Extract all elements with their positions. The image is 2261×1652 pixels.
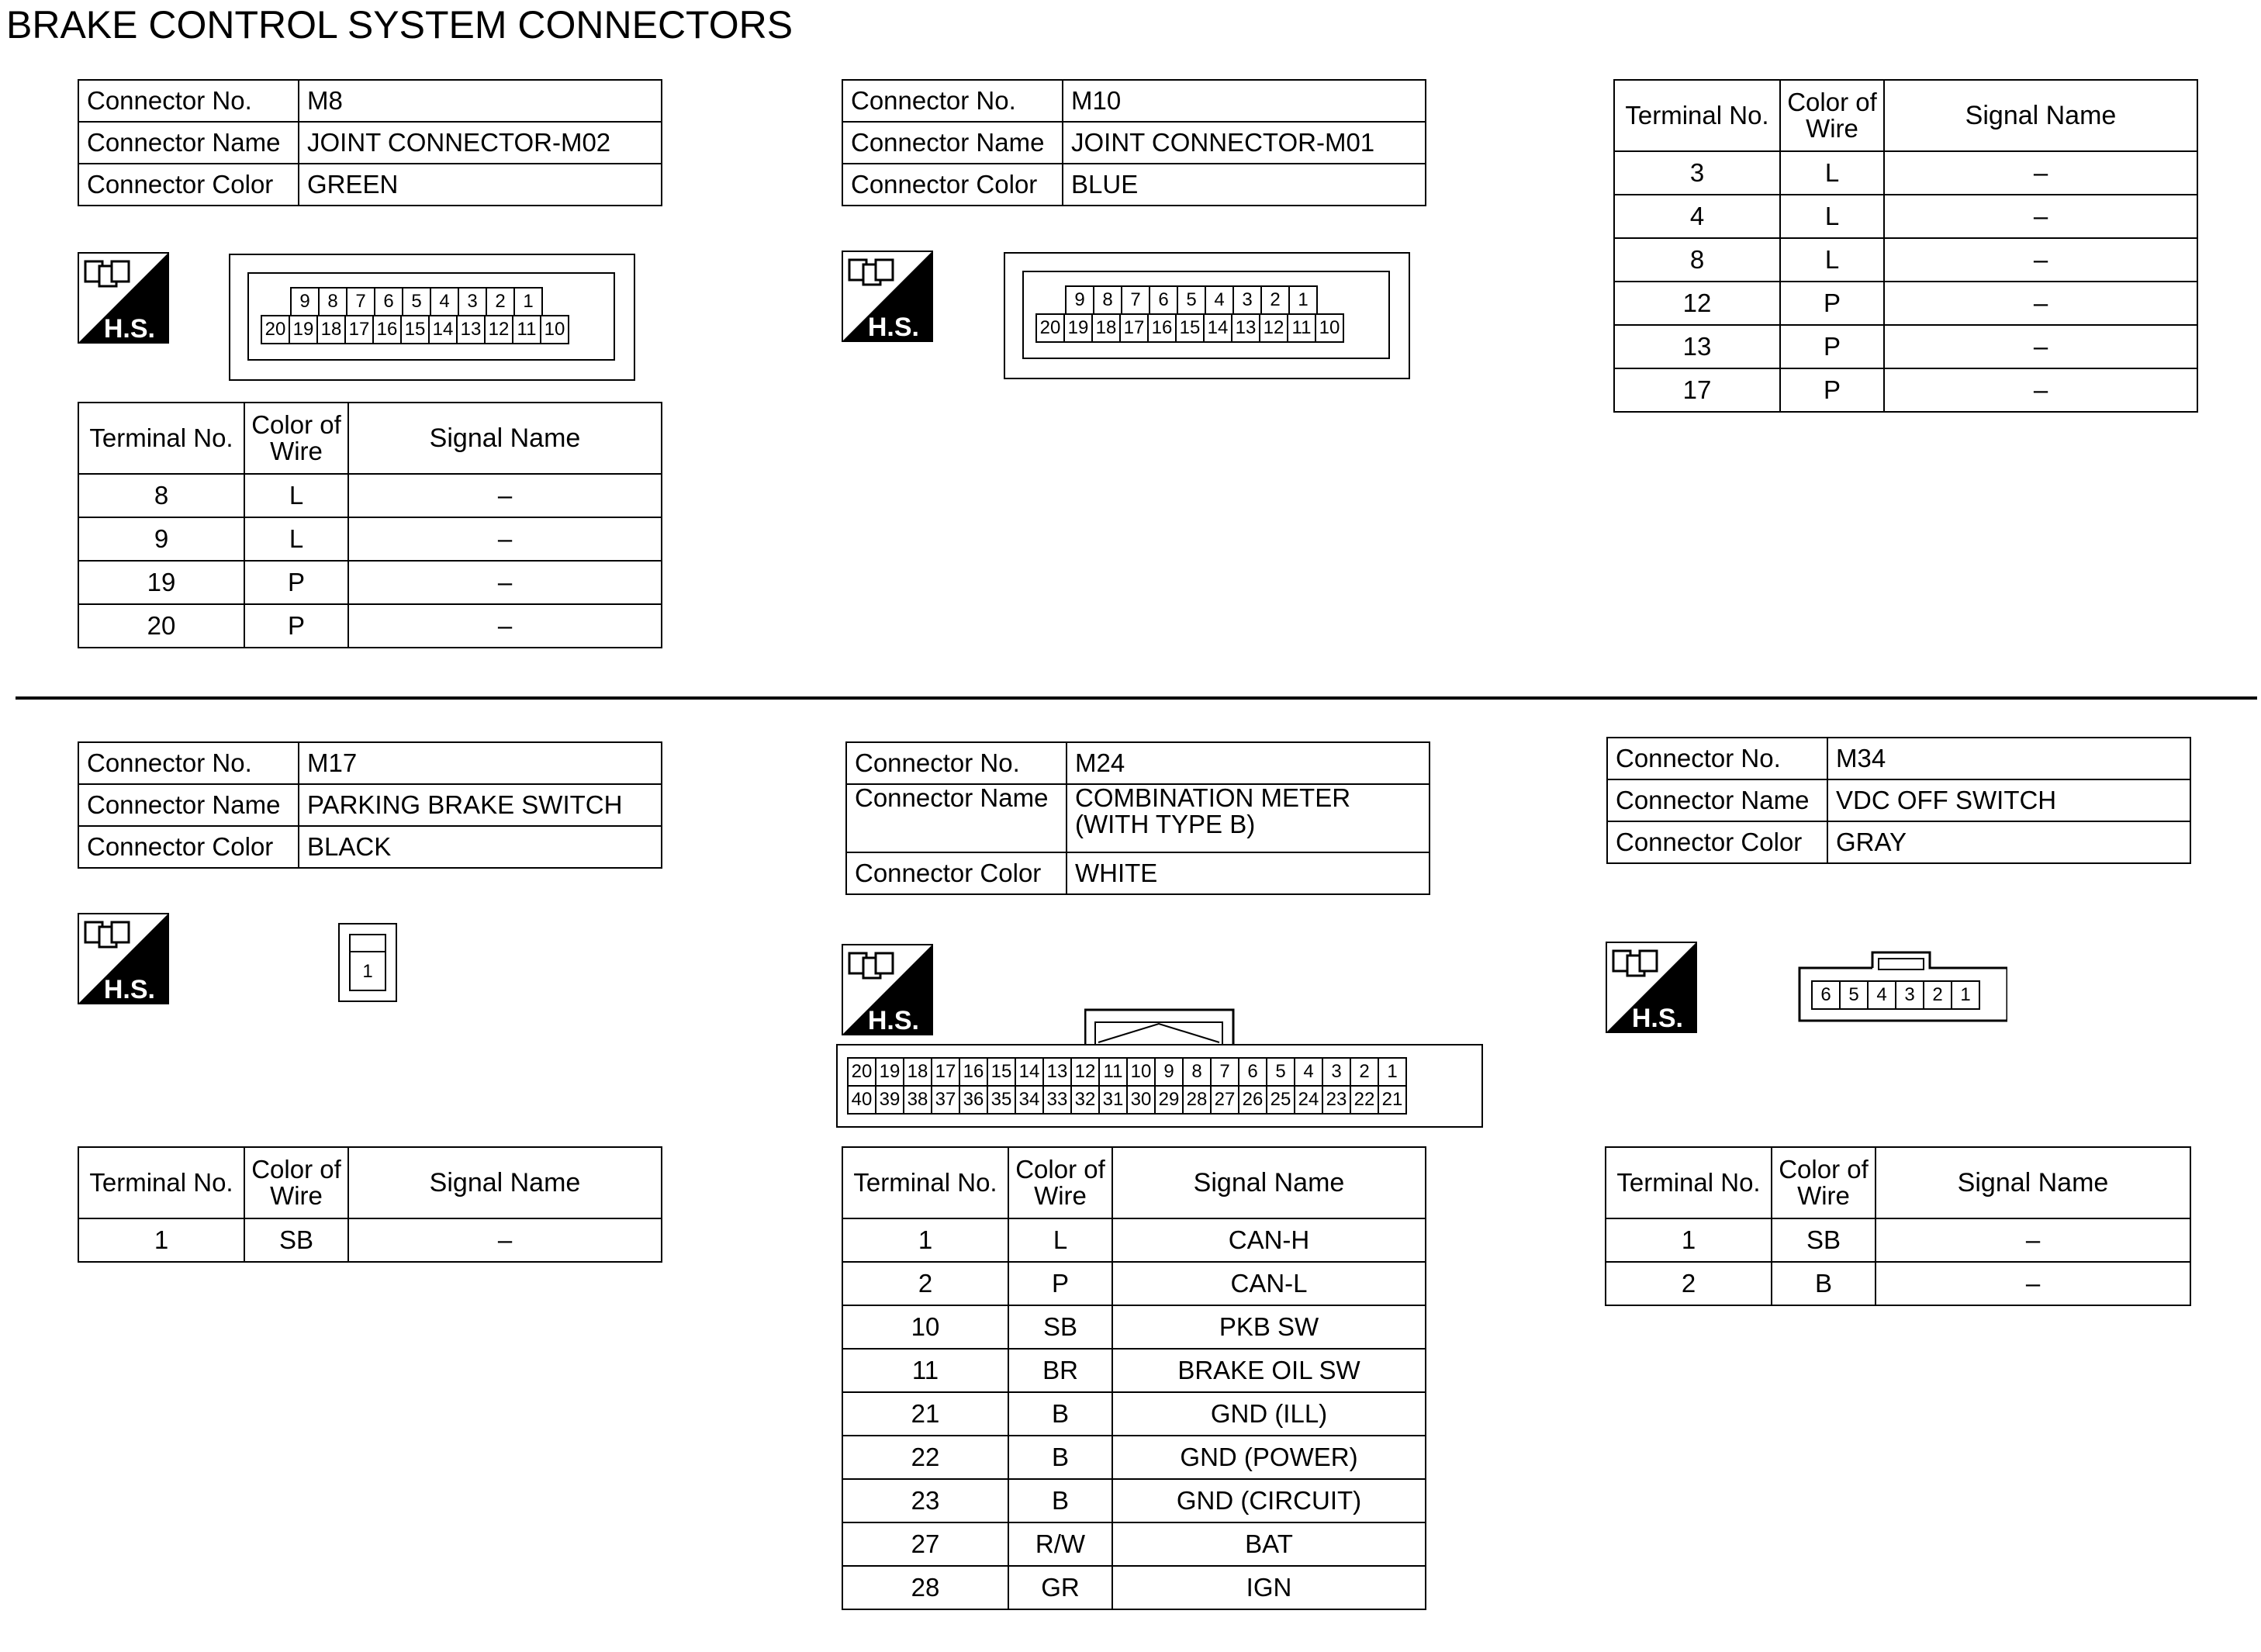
pin-35: 35 xyxy=(987,1085,1016,1115)
header-signal-name: Signal Name xyxy=(1884,80,2197,151)
label-connector-no: Connector No. xyxy=(842,80,1063,122)
wire-color-cell: P xyxy=(244,604,348,648)
signal-name-cell: – xyxy=(1876,1262,2190,1305)
m34-info-table xyxy=(1606,737,2191,864)
section-divider xyxy=(16,696,2257,700)
wire-color-cell: BR xyxy=(1008,1349,1112,1392)
m34-connector-color: GRAY xyxy=(1827,821,2190,863)
pin-3: 3 xyxy=(1895,980,1924,1010)
signal-name-cell: – xyxy=(348,517,662,561)
harness-side-icon xyxy=(842,944,933,1035)
m10-terminal-table xyxy=(1613,79,2198,413)
pin-19: 19 xyxy=(875,1057,904,1087)
hs-label: H.S. xyxy=(867,313,919,342)
header-signal-name: Signal Name xyxy=(1876,1147,2190,1218)
label-connector-name: Connector Name xyxy=(846,784,1067,852)
pin-4: 4 xyxy=(430,287,459,316)
m10-pin-grid xyxy=(1037,285,1344,343)
m8-pin-grid xyxy=(262,287,569,344)
wire-color-cell: L xyxy=(1780,238,1884,282)
table-row xyxy=(842,1522,1426,1566)
terminal-no-cell: 2 xyxy=(842,1262,1008,1305)
pin-30: 30 xyxy=(1126,1085,1156,1115)
signal-name-cell: – xyxy=(1876,1218,2190,1262)
pin-40: 40 xyxy=(847,1085,876,1115)
hs-label: H.S. xyxy=(1631,1004,1683,1033)
pin-1: 1 xyxy=(1951,980,1980,1010)
signal-name-cell: – xyxy=(348,474,662,517)
pin-37: 37 xyxy=(931,1085,960,1115)
pin-11: 11 xyxy=(1098,1057,1128,1087)
pin-5: 5 xyxy=(402,287,431,316)
label-connector-no: Connector No. xyxy=(1607,738,1827,779)
wire-color-cell: P xyxy=(1780,368,1884,412)
label-connector-name: Connector Name xyxy=(78,784,299,826)
header-terminal-no: Terminal No. xyxy=(1606,1147,1772,1218)
table-row xyxy=(1614,238,2197,282)
pin-16: 16 xyxy=(959,1057,988,1087)
pin-3: 3 xyxy=(1232,285,1262,315)
wire-color-cell: B xyxy=(1008,1479,1112,1522)
m8-info-table xyxy=(78,79,662,206)
terminal-no-cell: 1 xyxy=(78,1218,244,1262)
pin-22: 22 xyxy=(1350,1085,1379,1115)
wire-color-cell: SB xyxy=(244,1218,348,1262)
m8-connector-name: JOINT CONNECTOR-M02 xyxy=(299,122,662,164)
pin-9: 9 xyxy=(290,287,320,316)
wire-color-cell: P xyxy=(1780,282,1884,325)
pin-21: 21 xyxy=(1378,1085,1407,1115)
table-row xyxy=(842,1566,1426,1609)
pin-6: 6 xyxy=(1149,285,1178,315)
pin-16: 16 xyxy=(1147,313,1177,343)
pin-6: 6 xyxy=(374,287,403,316)
m17-terminal-table xyxy=(78,1146,662,1263)
table-row xyxy=(1606,1218,2190,1262)
signal-name-cell: – xyxy=(348,1218,662,1262)
pin-20: 20 xyxy=(1035,313,1065,343)
signal-name-cell: GND (ILL) xyxy=(1112,1392,1426,1436)
label-connector-name: Connector Name xyxy=(842,122,1063,164)
terminal-no-cell: 10 xyxy=(842,1305,1008,1349)
terminal-no-cell: 23 xyxy=(842,1479,1008,1522)
hs-label: H.S. xyxy=(103,314,155,344)
m24-info-table xyxy=(845,741,1430,895)
signal-name-cell: CAN-L xyxy=(1112,1262,1426,1305)
pin-12: 12 xyxy=(1070,1057,1100,1087)
table-row xyxy=(842,1305,1426,1349)
terminal-no-cell: 28 xyxy=(842,1566,1008,1609)
pin-6: 6 xyxy=(1811,980,1841,1010)
pin-4: 4 xyxy=(1205,285,1234,315)
terminal-no-cell: 4 xyxy=(1614,195,1780,238)
harness-side-icon xyxy=(842,251,933,342)
pin-7: 7 xyxy=(1121,285,1150,315)
harness-side-icon xyxy=(78,252,169,344)
hs-label: H.S. xyxy=(103,975,155,1004)
header-signal-name: Signal Name xyxy=(348,1147,662,1218)
header-terminal-no: Terminal No. xyxy=(842,1147,1008,1218)
pin-11: 11 xyxy=(1287,313,1316,343)
terminal-no-cell: 2 xyxy=(1606,1262,1772,1305)
signal-name-cell: – xyxy=(1884,368,2197,412)
m24-connector-name: COMBINATION METER (WITH TYPE B) xyxy=(1067,784,1430,852)
pin-18: 18 xyxy=(903,1057,932,1087)
wire-color-cell: P xyxy=(244,561,348,604)
pin-15: 15 xyxy=(1175,313,1205,343)
table-row xyxy=(842,1218,1426,1262)
pin-29: 29 xyxy=(1154,1085,1184,1115)
pin-2: 2 xyxy=(1923,980,1952,1010)
pin-10: 10 xyxy=(1126,1057,1156,1087)
signal-name-cell: BRAKE OIL SW xyxy=(1112,1349,1426,1392)
pin-12: 12 xyxy=(484,315,513,344)
m10-connector-face xyxy=(1004,252,1410,379)
wire-color-cell: SB xyxy=(1772,1218,1876,1262)
header-color-of-wire: Color of Wire xyxy=(1772,1147,1876,1218)
hs-label: H.S. xyxy=(867,1006,919,1035)
pin-14: 14 xyxy=(428,315,458,344)
label-connector-color: Connector Color xyxy=(1607,821,1827,863)
terminal-no-cell: 20 xyxy=(78,604,244,648)
harness-side-icon xyxy=(1606,942,1697,1033)
pin-8: 8 xyxy=(1182,1057,1212,1087)
signal-name-cell: – xyxy=(1884,151,2197,195)
signal-name-cell: GND (CIRCUIT) xyxy=(1112,1479,1426,1522)
pin-10: 10 xyxy=(540,315,569,344)
pin-8: 8 xyxy=(318,287,347,316)
pin-10: 10 xyxy=(1315,313,1344,343)
pin-17: 17 xyxy=(344,315,374,344)
pin-18: 18 xyxy=(316,315,346,344)
pin-19: 19 xyxy=(289,315,318,344)
m17-pin: 1 xyxy=(362,961,373,982)
table-row xyxy=(78,604,662,648)
pin-27: 27 xyxy=(1210,1085,1239,1115)
pin-15: 15 xyxy=(987,1057,1016,1087)
table-row xyxy=(842,1262,1426,1305)
pin-5: 5 xyxy=(1839,980,1869,1010)
pin-20: 20 xyxy=(261,315,290,344)
m24-lock-tab xyxy=(1084,1008,1235,1045)
m17-info-table xyxy=(78,741,662,869)
terminal-no-cell: 11 xyxy=(842,1349,1008,1392)
terminal-no-cell: 9 xyxy=(78,517,244,561)
pin-11: 11 xyxy=(512,315,541,344)
m24-connector-color: WHITE xyxy=(1067,852,1430,894)
pin-32: 32 xyxy=(1070,1085,1100,1115)
pin-2: 2 xyxy=(1350,1057,1379,1087)
m24-terminal-table xyxy=(842,1146,1426,1610)
m8-connector-color: GREEN xyxy=(299,164,662,206)
pin-13: 13 xyxy=(1231,313,1260,343)
pin-25: 25 xyxy=(1266,1085,1295,1115)
label-connector-color: Connector Color xyxy=(78,164,299,206)
harness-side-icon xyxy=(78,913,169,1004)
pin-4: 4 xyxy=(1294,1057,1323,1087)
terminal-no-cell: 21 xyxy=(842,1392,1008,1436)
header-color-of-wire: Color of Wire xyxy=(244,403,348,474)
signal-name-cell: IGN xyxy=(1112,1566,1426,1609)
m8-terminal-table xyxy=(78,402,662,648)
pin-3: 3 xyxy=(458,287,487,316)
m34-terminal-table xyxy=(1605,1146,2191,1306)
signal-name-cell: – xyxy=(1884,325,2197,368)
terminal-no-cell: 13 xyxy=(1614,325,1780,368)
m10-info-table xyxy=(842,79,1426,206)
pin-23: 23 xyxy=(1322,1085,1351,1115)
signal-name-cell: GND (POWER) xyxy=(1112,1436,1426,1479)
m34-connector-name: VDC OFF SWITCH xyxy=(1827,779,2190,821)
pin-17: 17 xyxy=(931,1057,960,1087)
signal-name-cell: PKB SW xyxy=(1112,1305,1426,1349)
table-row xyxy=(78,561,662,604)
terminal-no-cell: 12 xyxy=(1614,282,1780,325)
wire-color-cell: L xyxy=(1780,151,1884,195)
table-row xyxy=(78,1218,662,1262)
pin-14: 14 xyxy=(1203,313,1232,343)
table-row xyxy=(1614,195,2197,238)
wire-color-cell: L xyxy=(244,474,348,517)
pin-17: 17 xyxy=(1119,313,1149,343)
table-row xyxy=(1614,325,2197,368)
table-row xyxy=(1606,1262,2190,1305)
terminal-no-cell: 17 xyxy=(1614,368,1780,412)
pin-18: 18 xyxy=(1091,313,1121,343)
pin-36: 36 xyxy=(959,1085,988,1115)
terminal-no-cell: 3 xyxy=(1614,151,1780,195)
terminal-no-cell: 19 xyxy=(78,561,244,604)
wire-color-cell: R/W xyxy=(1008,1522,1112,1566)
signal-name-cell: – xyxy=(1884,195,2197,238)
pin-12: 12 xyxy=(1259,313,1288,343)
label-connector-no: Connector No. xyxy=(78,80,299,122)
signal-name-cell: CAN-H xyxy=(1112,1218,1426,1262)
header-signal-name: Signal Name xyxy=(1112,1147,1426,1218)
wire-color-cell: L xyxy=(1780,195,1884,238)
label-connector-no: Connector No. xyxy=(846,742,1067,784)
m17-connector-no: M17 xyxy=(299,742,662,784)
m34-connector-no: M34 xyxy=(1827,738,2190,779)
table-row xyxy=(842,1392,1426,1436)
wire-color-cell: GR xyxy=(1008,1566,1112,1609)
wire-color-cell: P xyxy=(1780,325,1884,368)
pin-5: 5 xyxy=(1266,1057,1295,1087)
pin-4: 4 xyxy=(1867,980,1896,1010)
pin-8: 8 xyxy=(1093,285,1122,315)
wire-color-cell: L xyxy=(1008,1218,1112,1262)
label-connector-no: Connector No. xyxy=(78,742,299,784)
header-color-of-wire: Color of Wire xyxy=(1008,1147,1112,1218)
pin-13: 13 xyxy=(1042,1057,1072,1087)
header-terminal-no: Terminal No. xyxy=(78,1147,244,1218)
wire-color-cell: B xyxy=(1008,1436,1112,1479)
header-color-of-wire: Color of Wire xyxy=(1780,80,1884,151)
signal-name-cell: – xyxy=(348,604,662,648)
table-row xyxy=(842,1479,1426,1522)
pin-7: 7 xyxy=(1210,1057,1239,1087)
table-row xyxy=(1614,368,2197,412)
m17-connector-face xyxy=(338,923,397,1002)
pin-2: 2 xyxy=(1260,285,1290,315)
pin-7: 7 xyxy=(346,287,375,316)
m17-connector-name: PARKING BRAKE SWITCH xyxy=(299,784,662,826)
pin-33: 33 xyxy=(1042,1085,1072,1115)
wire-color-cell: P xyxy=(1008,1262,1112,1305)
table-row xyxy=(78,474,662,517)
terminal-no-cell: 8 xyxy=(78,474,244,517)
terminal-no-cell: 27 xyxy=(842,1522,1008,1566)
signal-name-cell: – xyxy=(348,561,662,604)
wire-color-cell: B xyxy=(1008,1392,1112,1436)
signal-name-cell: – xyxy=(1884,282,2197,325)
pin-28: 28 xyxy=(1182,1085,1212,1115)
m10-connector-name: JOINT CONNECTOR-M01 xyxy=(1063,122,1426,164)
label-connector-name: Connector Name xyxy=(78,122,299,164)
header-terminal-no: Terminal No. xyxy=(78,403,244,474)
m17-connector-color: BLACK xyxy=(299,826,662,868)
terminal-no-cell: 1 xyxy=(1606,1218,1772,1262)
label-connector-color: Connector Color xyxy=(846,852,1067,894)
pin-13: 13 xyxy=(456,315,486,344)
pin-1: 1 xyxy=(513,287,543,316)
label-connector-color: Connector Color xyxy=(842,164,1063,206)
pin-39: 39 xyxy=(875,1085,904,1115)
pin-34: 34 xyxy=(1015,1085,1044,1115)
m34-pin-grid xyxy=(1813,980,1980,1010)
pin-20: 20 xyxy=(847,1057,876,1087)
pin-6: 6 xyxy=(1238,1057,1267,1087)
terminal-no-cell: 22 xyxy=(842,1436,1008,1479)
label-connector-name: Connector Name xyxy=(1607,779,1827,821)
header-color-of-wire: Color of Wire xyxy=(244,1147,348,1218)
m10-connector-no: M10 xyxy=(1063,80,1426,122)
pin-38: 38 xyxy=(903,1085,932,1115)
terminal-no-cell: 1 xyxy=(842,1218,1008,1262)
pin-24: 24 xyxy=(1294,1085,1323,1115)
m24-pin-grid xyxy=(849,1057,1407,1115)
signal-name-cell: – xyxy=(1884,238,2197,282)
signal-name-cell: BAT xyxy=(1112,1522,1426,1566)
pin-2: 2 xyxy=(486,287,515,316)
pin-19: 19 xyxy=(1063,313,1093,343)
header-signal-name: Signal Name xyxy=(348,403,662,474)
pin-1: 1 xyxy=(1288,285,1318,315)
label-connector-color: Connector Color xyxy=(78,826,299,868)
m24-connector-no: M24 xyxy=(1067,742,1430,784)
pin-15: 15 xyxy=(400,315,430,344)
table-row xyxy=(842,1349,1426,1392)
table-row xyxy=(1614,282,2197,325)
m24-connector-face xyxy=(836,1044,1483,1128)
pin-9: 9 xyxy=(1154,1057,1184,1087)
table-row xyxy=(842,1436,1426,1479)
pin-31: 31 xyxy=(1098,1085,1128,1115)
wire-color-cell: B xyxy=(1772,1262,1876,1305)
wire-color-cell: SB xyxy=(1008,1305,1112,1349)
header-terminal-no: Terminal No. xyxy=(1614,80,1780,151)
wire-color-cell: L xyxy=(244,517,348,561)
table-row xyxy=(1614,151,2197,195)
page-title: BRAKE CONTROL SYSTEM CONNECTORS xyxy=(6,3,793,47)
pin-14: 14 xyxy=(1015,1057,1044,1087)
m10-connector-color: BLUE xyxy=(1063,164,1426,206)
m8-connector-no: M8 xyxy=(299,80,662,122)
pin-1: 1 xyxy=(1378,1057,1407,1087)
pin-5: 5 xyxy=(1177,285,1206,315)
pin-9: 9 xyxy=(1065,285,1094,315)
pin-16: 16 xyxy=(372,315,402,344)
pin-3: 3 xyxy=(1322,1057,1351,1087)
terminal-no-cell: 8 xyxy=(1614,238,1780,282)
m8-connector-face xyxy=(229,254,635,381)
pin-26: 26 xyxy=(1238,1085,1267,1115)
table-row xyxy=(78,517,662,561)
